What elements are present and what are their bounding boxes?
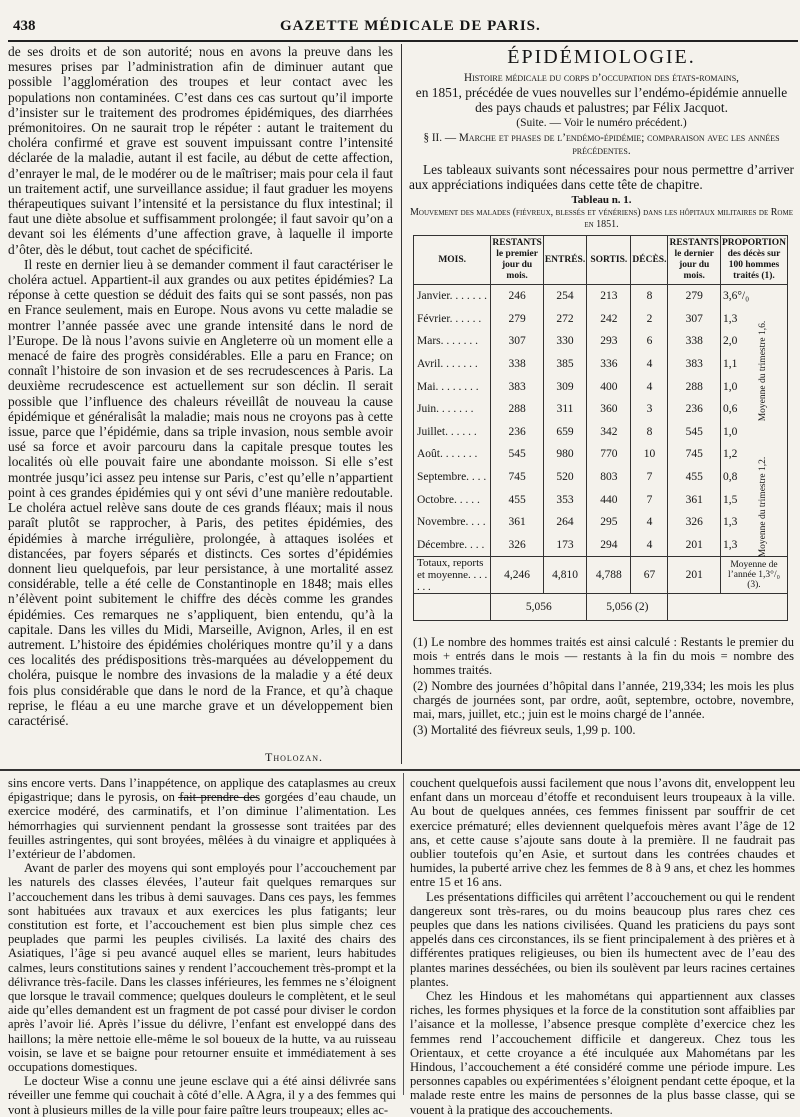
empty-cell bbox=[414, 594, 491, 621]
table-cell: 659 bbox=[543, 421, 586, 444]
table-cell: 383 bbox=[491, 375, 543, 398]
column-header: DÉCÈS. bbox=[631, 236, 668, 285]
totals-cell: 4,788 bbox=[587, 557, 631, 594]
column-divider bbox=[401, 44, 402, 764]
table-cell: 309 bbox=[543, 375, 586, 398]
table-cell: 342 bbox=[587, 421, 631, 444]
table-row bbox=[414, 421, 788, 444]
table-row bbox=[414, 285, 788, 308]
table-cell: 307 bbox=[668, 308, 720, 331]
table-header-row bbox=[414, 236, 788, 285]
table-cell: Mai. . . . . . . . bbox=[414, 375, 491, 398]
table-cell: Novembre. . . . bbox=[414, 511, 491, 534]
table-cell: 545 bbox=[491, 443, 543, 466]
table-subtitle: Mouvement des malades (fiévreux, blessés et vénériens) dans les hôpitaux militaires de Rome en 1851. bbox=[410, 207, 793, 230]
table-cell: 264 bbox=[543, 511, 586, 534]
table-cell: 279 bbox=[491, 308, 543, 331]
bottom-right-column bbox=[410, 776, 795, 1117]
table-cell: 4 bbox=[631, 353, 668, 376]
table-cell: 1,3 bbox=[720, 511, 787, 534]
column-header: RESTANTS le dernier jour du mois. bbox=[668, 236, 720, 285]
table-cell: 201 bbox=[668, 534, 720, 557]
table-cell: 545 bbox=[668, 421, 720, 444]
table-cell: Octobre. . . . . bbox=[414, 488, 491, 511]
sum-cell: 5,056 (2) bbox=[587, 594, 668, 621]
table-cell: 7 bbox=[631, 466, 668, 489]
table-cell: 520 bbox=[543, 466, 586, 489]
totals-cell: Moyenne de l’année 1,3°/₀ (3). bbox=[720, 557, 787, 594]
author-signature: Tholozan. bbox=[265, 750, 323, 765]
totals-cell: 4,810 bbox=[543, 557, 586, 594]
table-cell: 246 bbox=[491, 285, 543, 308]
paragraph: couchent quelquefois aussi facilement que nous l’avons dit, enveloppent leu enfant dans un morceau d’étoffe et reconduisent leurs troupeaux à la ville. Au bout de quelques années, ces femmes finissent par souffrir de cet exercice prématuré; elles deviennent quelquefois mères avant l’âge de 12 ans, et cette cause s’ajoute sans doute à la première. Il ne faudrait pas oublier toutefois qu’en Asie, et surtout dans les contrées chaudes et humides, la puberté arrive chez les femmes de 8 à 9 ans, et chez les hommes entre 15 et 16 ans. bbox=[410, 776, 796, 890]
table-cell: Janvier. . . . . . . bbox=[414, 285, 491, 308]
table-cell: 4 bbox=[631, 511, 668, 534]
table-cell: 307 bbox=[491, 330, 543, 353]
footnote: (3) Mortalité des fiévreux seuls, 1,99 p. 100. bbox=[413, 723, 636, 738]
table-cell: 242 bbox=[587, 308, 631, 331]
table-cell: 0,6 bbox=[720, 398, 787, 421]
column-header: MOIS. bbox=[414, 236, 491, 285]
table-cell: 1,5 bbox=[720, 488, 787, 511]
table-cell: 6 bbox=[631, 330, 668, 353]
table-row bbox=[414, 330, 788, 353]
intro-paragraph: Les tableaux suivants sont nécessaires pour nous permettre d’arriver aux appréciations indiquées dans cette tête de chapitre. bbox=[409, 162, 794, 192]
trimester-label: Moyenne du trimestre 1,6. bbox=[757, 320, 768, 422]
table-cell: 770 bbox=[587, 443, 631, 466]
table-cell: 360 bbox=[587, 398, 631, 421]
table-cell: 361 bbox=[668, 488, 720, 511]
column-header: PROPORTION des décès sur 100 hommes traités (1). bbox=[720, 236, 787, 285]
sums-row bbox=[414, 594, 788, 621]
table-cell: 745 bbox=[491, 466, 543, 489]
page-number: 438 bbox=[13, 18, 36, 34]
table-cell: 336 bbox=[587, 353, 631, 376]
table-cell: 288 bbox=[668, 375, 720, 398]
table-cell: 803 bbox=[587, 466, 631, 489]
footnote: (2) Nombre des journées d’hôpital dans l’année, 219,334; les mois les plus chargés de journées sont, par ordre, août, septembre, octobre, novembre, mai, mars, juillet, etc.; juin est le moins chargé de l’année. bbox=[413, 679, 794, 722]
table-cell: 3,6°/₀ bbox=[720, 285, 787, 308]
section-rule bbox=[0, 769, 800, 771]
left-column bbox=[8, 44, 393, 798]
table-cell: 455 bbox=[668, 466, 720, 489]
table-cell: 254 bbox=[543, 285, 586, 308]
table-cell: 745 bbox=[668, 443, 720, 466]
table-cell: 0,8 Moyenne du trimestre 1,2. bbox=[720, 466, 787, 489]
right-column bbox=[409, 44, 794, 739]
page-header bbox=[0, 0, 800, 40]
table-cell: Août. . . . . . . bbox=[414, 443, 491, 466]
table-cell: 213 bbox=[587, 285, 631, 308]
table-row bbox=[414, 398, 788, 421]
subsection-title: § II. — Marche et phases de l’endémo-épidémie; comparaison avec les années précédentes. bbox=[423, 132, 780, 157]
table-row bbox=[414, 375, 788, 398]
table-cell: Avril. . . . . . . bbox=[414, 353, 491, 376]
table-cell: 330 bbox=[543, 330, 586, 353]
table-cell: 4 bbox=[631, 375, 668, 398]
paragraph: Le docteur Wise a connu une jeune esclave qui a été ainsi délivrée sans réveiller une femme qui couchait à côté d’elle. A Agra, il y a des femmes qui vont à plusieurs milles de la ville pour faire paître leurs troupeaux; elles ac- bbox=[8, 1074, 396, 1117]
paragraph: de ses droits et de son autorité; nous en avons la preuve dans les mesures prises par l’administration afin de diminuer autant que possible l’agglomération des troupes et leur contact avec les populations non contaminées. C’est dans ces cas surtout qu’il importe d’insister sur le traitement des prodromes épidémiques, des diarrhées prémonitoires. On ne saurait trop le répéter : autant le traitement du choléra confirmé et grave est souvent impuissant contre l’intensité déclarée de la maladie, autant il est facile, au début de cette affection, d’enrayer le mal, de le modérer ou de le maîtriser; mais pour cela il faut un traitement actif, une surveillance assidue; il faut graduer les moyens thérapeutiques suivant l’intensité et la persistance du flux intestinal; il faut une diète absolue et suffisamment prolongée; il faut savoir qu’on a devant soi les éléments d’une affection grave, à laquelle il importe d’ôter, dès le début, tout cachet de spécificité. bbox=[8, 44, 393, 257]
paragraph: Avant de parler des moyens qui sont employés pour l’accouchement par les naturels des classes élevées, l’auteur fait quelques remarques sur l’accouchement dans les tribus à demi sauvages. Dans ces pays, les femmes sont habituées aux travaux et aux exercices les plus fatigants; leur constitution est forte, et l’accouchement est bien plus simple chez ces peuplades que parmi les peuples civilisés. La laxité des chairs des Asiatiques, l’âge si peu avancé auquel elles se marient, leurs habitudes calmes, leurs constitutions saines y rendent l’accouchement très-prompt et la délivrance très-facile. Dans les classes inférieures, les femmes ne s’éloignent que lorsque le travail commence; quelques douleurs le complètent, et le seul aide qu’elles demandent est un fragment de pot cassé pour diviser le cordon après l’avoir lié. Après l’issue du délivre, l’enfant est enveloppé dans des haillons; la mère nettoie elle-même le sol boueux de la hutte, va au ruisseau voisin, se lave et se baigne pour retourner ensuite et immédiatement à ses occupations domestiques. bbox=[8, 861, 396, 1075]
column-header: RESTANTS le premier jour du mois. bbox=[491, 236, 543, 285]
table-cell: 272 bbox=[543, 308, 586, 331]
table-cell: 353 bbox=[543, 488, 586, 511]
table-cell: 8 bbox=[631, 285, 668, 308]
table-cell: 294 bbox=[587, 534, 631, 557]
table-cell: 400 bbox=[587, 375, 631, 398]
table-cell: 10 bbox=[631, 443, 668, 466]
table-cell: Juin. . . . . . . bbox=[414, 398, 491, 421]
paragraph: sins encore verts. Dans l’inappétence, on applique des cataplasmes au creux épigastrique; dans le pyrosis, on fait prendre des gorgées d’eau chaude, un exercice modéré, des carminatifs, et l’on diminue l’alimentation. Les hémorrhagies qui surviennent pendant la grossesse sont traitées par des feuilles astringentes, qui sont broyées, mêlées à du vinaigre et appliquées à l’extérieur de l’abdomen. bbox=[8, 776, 396, 862]
table-cell: 1,3 bbox=[720, 534, 787, 557]
table-row bbox=[414, 308, 788, 331]
article-subtitle: en 1851, précédée de vues nouvelles sur l’endémo-épidémie annuelle des pays chauds et palustres; par Félix Jacquot. bbox=[415, 85, 788, 115]
table-cell: 1,3 bbox=[720, 308, 787, 331]
table-cell: 338 bbox=[491, 353, 543, 376]
table-cell: 326 bbox=[491, 534, 543, 557]
sum-cell: 5,056 bbox=[491, 594, 587, 621]
patients-table bbox=[413, 235, 788, 621]
table-cell: Février. . . . . . bbox=[414, 308, 491, 331]
table-cell: 311 bbox=[543, 398, 586, 421]
table-cell: 2 bbox=[631, 308, 668, 331]
totals-row bbox=[414, 557, 788, 594]
article-title: Histoire médicale du corps d’occupation des états-romains, bbox=[464, 72, 739, 84]
column-header: SORTIS. bbox=[587, 236, 631, 285]
table-cell: 293 bbox=[587, 330, 631, 353]
table-cell: 2,0 Moyenne du trimestre 1,6. bbox=[720, 330, 787, 353]
table-cell: 361 bbox=[491, 511, 543, 534]
paragraph: Il reste en dernier lieu à se demander comment il faut caractériser le choléra actuel. Appartient-il aux grandes ou aux petites épidémies? La réponse à cette question se déduit des faits qui se sont passés, non pas en France seulement, mais en Europe. Nous avons vu cette maladie se montrer l’année passée avec une grande intensité dans le nord de l’Europe. De là nous l’avons suivie en Angleterre où un moment elle a menacé de faire des progrès considérables. Elle a paru en France; on connaît l’histoire de son invasion et de ses recrudescences à Paris. La deuxième recrudescence est actuellement sur son déclin. Il serait possible que l’influence des chaleurs réveillât de nouveau la cause épidémique et généralisât la maladie; mais nous ne croyons pas à cette issue, parce que l’épidémie, dans sa triple invasion, nous semble avoir usé sa force et avoir parcouru dans la capitale presque toutes les localités où elle pouvait faire une abondante moisson. Si elle s’est montrée jusqu’ici assez peu intense sur Paris, c’est qu’elle n’appartient point à ces grandes épidémies qui y ont sévi d’une manière redoutable. Le choléra actuel relève sans doute de ces grands fléaux; mais il nous paraît plutôt se rapprocher, à Paris, des petites épidémies, des épidémies à marche irrégulière, prolongée, à attaques isolées et distancées, par foyers séparés et distincts. Ces sortes d’épidémies donnent lieu quelquefois, par leur persistance, à une mortalité assez considérable, telle a été celle de Constantinople en 1848; mais elles n’élèvent point subitement le chiffre des décès comme les grandes épidémies. Ces remarques ne s’appliquent, bien entendu, qu’à la capitale. Dans les villes du Midi, Marseille, Avignon, Arles, il en est autrement. L’histoire des épidémies cholériques montre qu’il y a dans ces localités des prédispositions très-marquées au développement du choléra, puisque le nombre des invasions de la maladie y a été deux fois plus considérable que dans le nord de la France, et qu’à chaque reprise, le fléau a eu une marche grave et un développement bien caractérisé. bbox=[8, 256, 393, 728]
table-cell: 385 bbox=[543, 353, 586, 376]
totals-cell: 67 bbox=[631, 557, 668, 594]
continuation-note: (Suite. — Voir le numéro précédent.) bbox=[516, 117, 687, 129]
table-cell: 236 bbox=[491, 421, 543, 444]
table-cell: 4 bbox=[631, 534, 668, 557]
table-title: Tableau n. 1. bbox=[571, 194, 632, 206]
table-cell: 1,0 bbox=[720, 421, 787, 444]
table-row bbox=[414, 443, 788, 466]
table-cell: 7 bbox=[631, 488, 668, 511]
table-cell: 1,1 bbox=[720, 353, 787, 376]
table-cell: 3 bbox=[631, 398, 668, 421]
table-cell: Juillet. . . . . . bbox=[414, 421, 491, 444]
table-cell: 440 bbox=[587, 488, 631, 511]
table-row bbox=[414, 511, 788, 534]
totals-label: Totaux, reports et moyenne. . . . . . . bbox=[414, 557, 491, 594]
table-row bbox=[414, 466, 788, 489]
totals-cell: 201 bbox=[668, 557, 720, 594]
table-cell: 8 bbox=[631, 421, 668, 444]
table-cell: 279 bbox=[668, 285, 720, 308]
table-cell: Septembre. . . . bbox=[414, 466, 491, 489]
header-rule bbox=[8, 40, 798, 42]
column-divider bbox=[403, 773, 404, 1095]
table-cell: 383 bbox=[668, 353, 720, 376]
journal-title: GAZETTE MÉDICALE DE PARIS. bbox=[280, 18, 541, 34]
table-footnotes bbox=[413, 635, 794, 737]
bottom-left-column bbox=[8, 776, 396, 1117]
paragraph: Chez les Hindous et les mahométans qui appartiennent aux classes riches, les formes physiques et la force de la constitution sont affaiblies par l’aisance et la mollesse, l’absence presque complète d’exercice chez les femmes rend l’accouchement difficile et dangereux. Chez tous les Orientaux, et cette croyance a été inculquée aux Mahométans par les Hindous, l’accouchement a été considéré comme une période impure. Les personnes capables ou expérimentées s’éloignent pendant cette époque, et la malade reste entre les mains de personnes de la plus basse classe, qui se vouent à la pratique des accouchements. bbox=[410, 989, 795, 1117]
table-cell: 236 bbox=[668, 398, 720, 421]
table-cell: 338 bbox=[668, 330, 720, 353]
column-header: ENTRÉS. bbox=[543, 236, 586, 285]
table-cell: 980 bbox=[543, 443, 586, 466]
table-cell: 1,2 bbox=[720, 443, 787, 466]
table-cell: 326 bbox=[668, 511, 720, 534]
empty-cell bbox=[668, 594, 788, 621]
table-cell: 1,0 bbox=[720, 375, 787, 398]
table-row bbox=[414, 488, 788, 511]
table-cell: 455 bbox=[491, 488, 543, 511]
section-title: ÉPIDÉMIOLOGIE. bbox=[507, 46, 696, 68]
trimester-label: Moyenne du trimestre 1,2. bbox=[757, 456, 768, 558]
table-cell: 295 bbox=[587, 511, 631, 534]
table-cell: 288 bbox=[491, 398, 543, 421]
totals-cell: 4,246 bbox=[491, 557, 543, 594]
table-row bbox=[414, 534, 788, 557]
table-cell: Décembre. . . . bbox=[414, 534, 491, 557]
table-cell: Mars. . . . . . . bbox=[414, 330, 491, 353]
paragraph: Les présentations difficiles qui arrêtent l’accouchement ou qui le rendent dangereux sont très-rares, ou du moins beaucoup plus rares chez ces peuples que dans les nations civilisées. Quand les praticiens du pays sont appelés dans ces circonstances, ils se fient principalement à des prières et à différentes pratiques religieuses, ou bien ils humectent avec de l’eau des plantes marines desséchées, ou bien ils soulèvent par leurs racines certaines plantes. bbox=[410, 889, 795, 989]
table-row bbox=[414, 353, 788, 376]
footnote: (1) Le nombre des hommes traités est ainsi calculé : Restants le premier du mois + entrés dans le mois — restants à la fin du mois = nombre des hommes traités. bbox=[413, 635, 794, 678]
table-cell: 173 bbox=[543, 534, 586, 557]
